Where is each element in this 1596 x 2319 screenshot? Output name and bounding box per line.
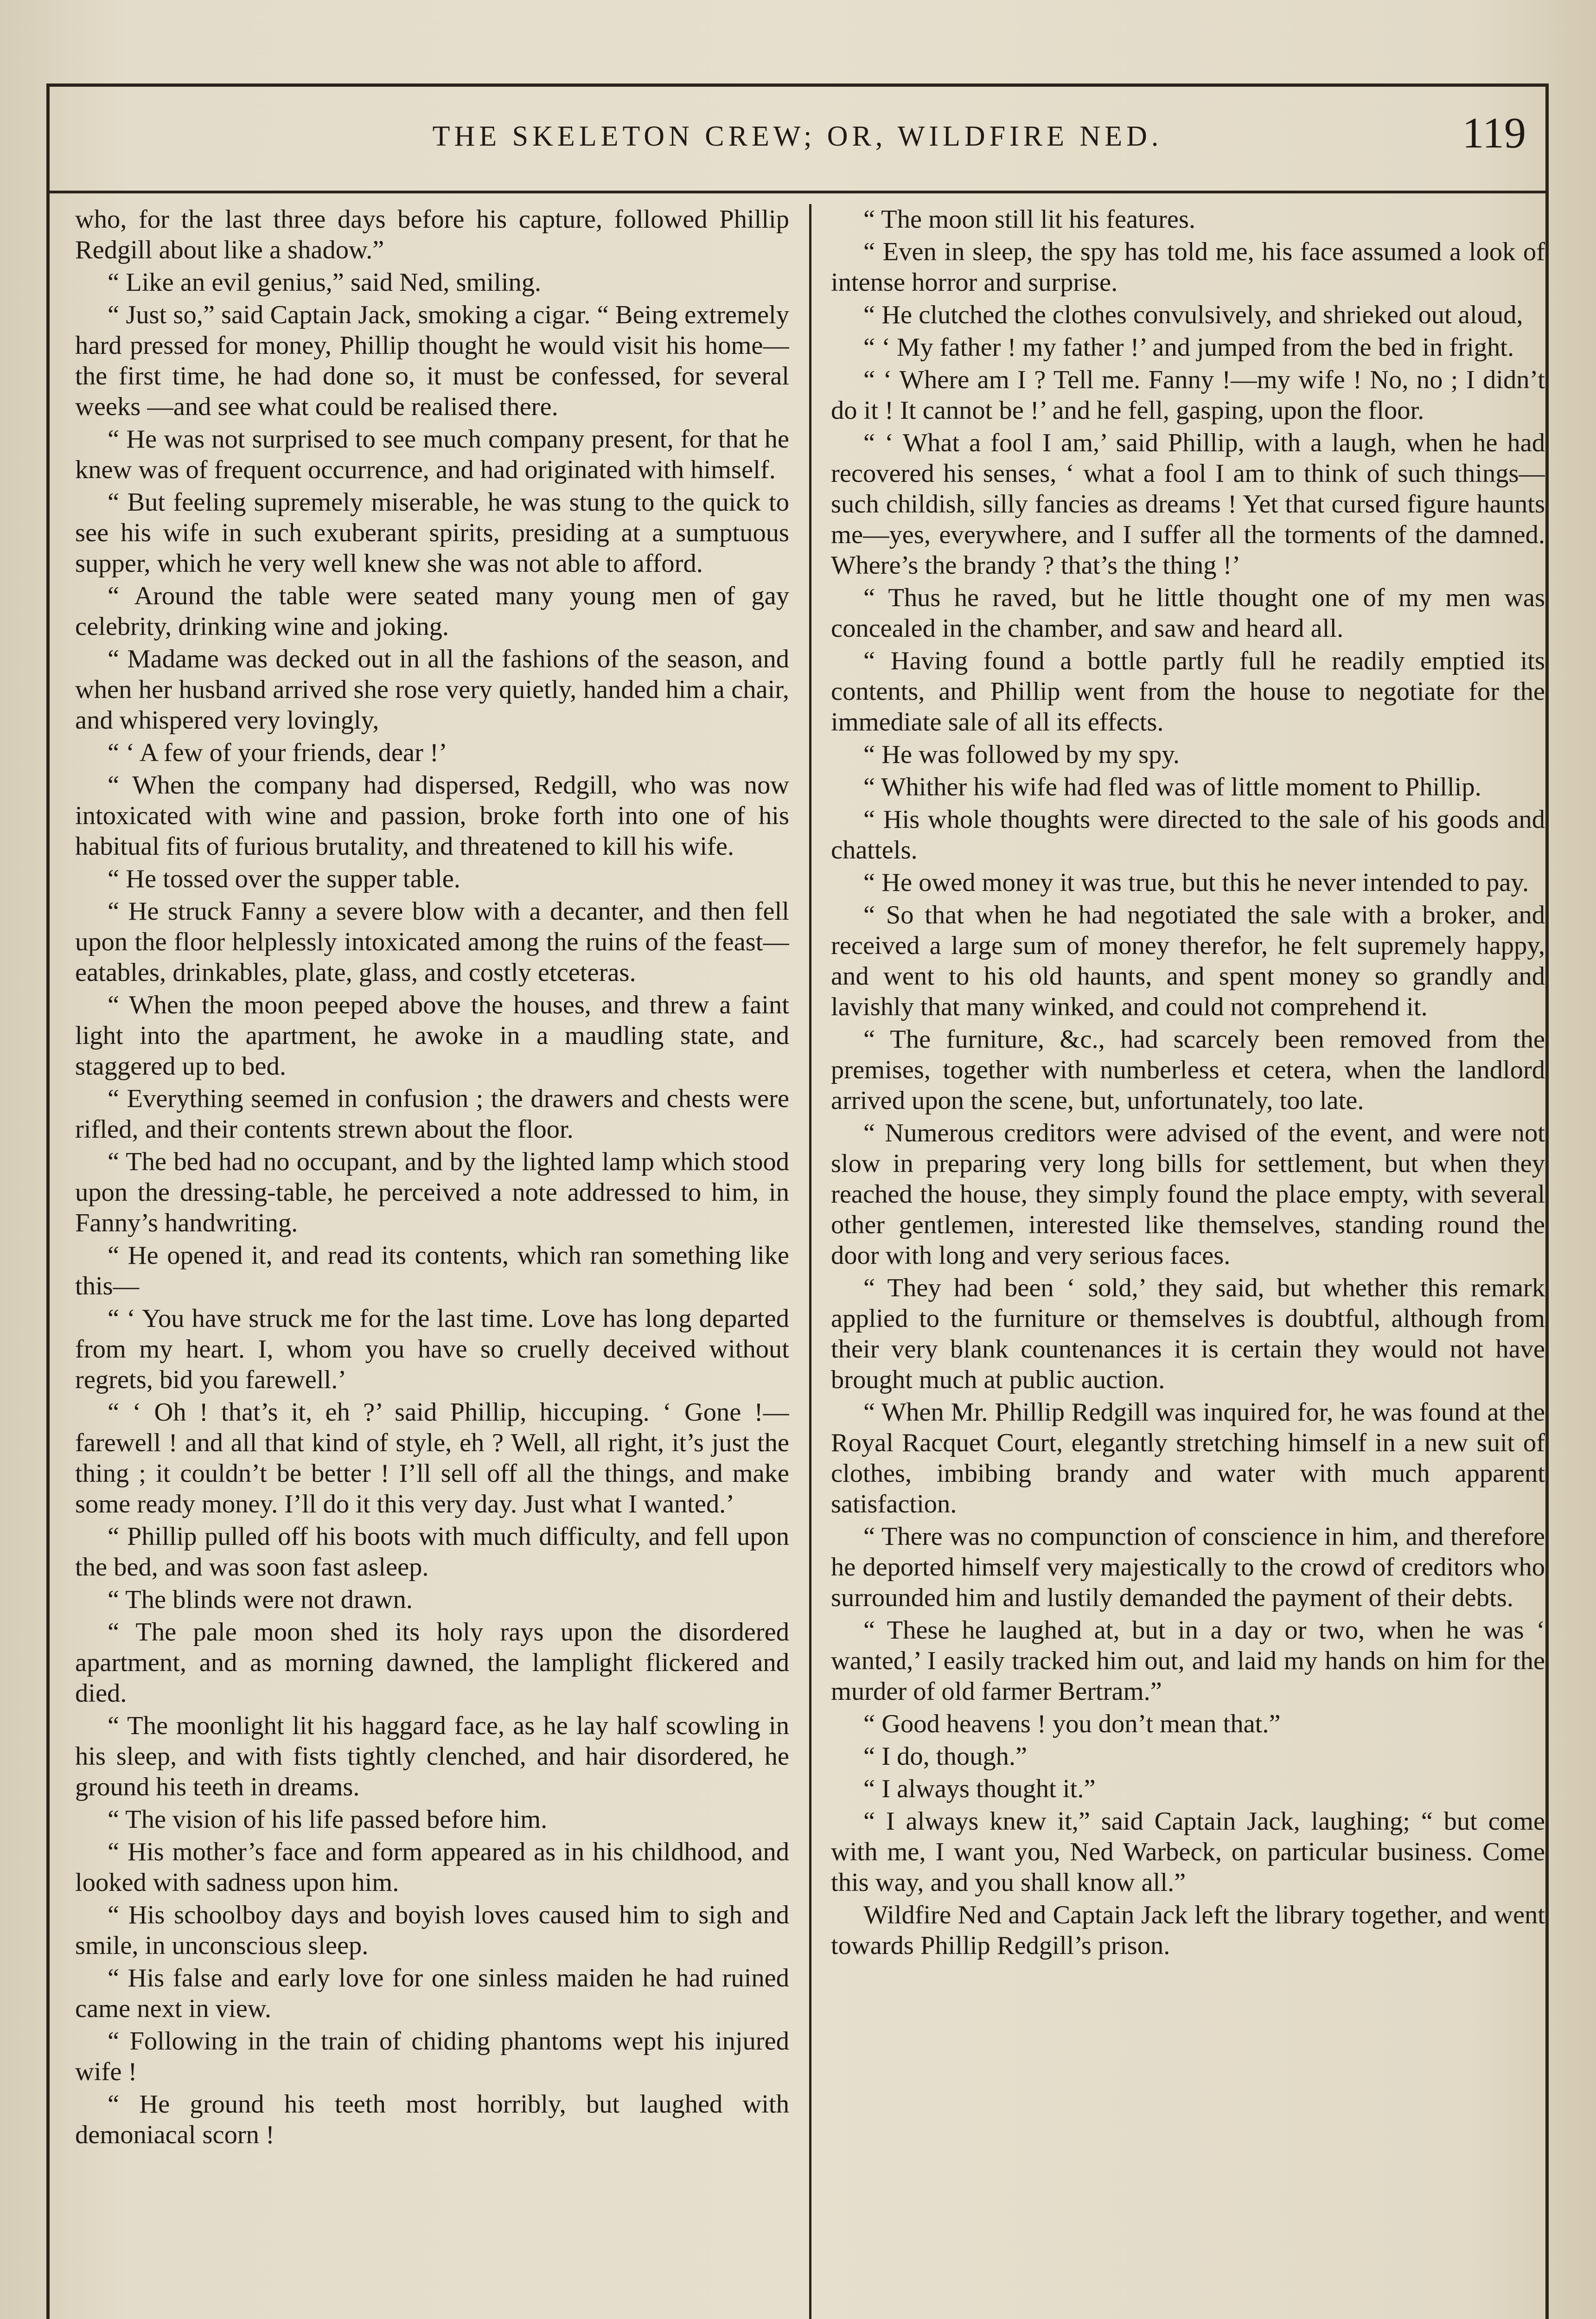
paragraph: “ The blinds were not drawn. <box>108 1585 413 1614</box>
paragraph: “ He opened it, and read its contents, which ran something like this— <box>75 1241 789 1300</box>
paragraph: “ The pale moon shed its holy rays upon the disordered apartment, and as morning dawned, the lamplight flickered and died. <box>75 1618 789 1708</box>
page-number: 119 <box>1462 109 1526 157</box>
right-column <box>831 204 1545 2319</box>
paragraph: “ ‘ My father ! my father !’ and jumped from the bed in fright. <box>863 333 1514 362</box>
paragraph: “ His mother’s face and form appeared as in his childhood, and looked with sadness upon him. <box>75 1838 789 1897</box>
paragraph: “ Good heavens ! you don’t mean that.” <box>863 1710 1281 1738</box>
paragraph: “ Thus he raved, but he little thought one of my men was concealed in the chamber, and saw and heard all. <box>831 583 1545 643</box>
paragraph: “ His schoolboy days and boyish loves caused him to sigh and smile, in unconscious sleep. <box>75 1901 789 1960</box>
paragraph: “ He ground his teeth most horribly, but laughed with demoniacal scorn ! <box>75 2090 789 2149</box>
paragraph: “ Phillip pulled off his boots with much difficulty, and fell upon the bed, and was soon fast asleep. <box>75 1522 789 1582</box>
paragraph: “ Following in the train of chiding phantoms wept his injured wife ! <box>75 2027 789 2086</box>
paragraph: “ The vision of his life passed before him. <box>108 1805 548 1834</box>
paragraph: “ Even in sleep, the spy has told me, his face assumed a look of intense horror and surprise. <box>831 237 1545 297</box>
column-divider <box>809 204 811 2319</box>
paragraph: Wildfire Ned and Captain Jack left the library together, and went towards Phillip Redgill’s prison. <box>831 1901 1545 1960</box>
paragraph: “ ‘ You have struck me for the last time. Love has long departed from my heart. I, whom you have so cruelly deceived without regrets, bid you farewell.’ <box>75 1304 789 1394</box>
paragraph: “ The furniture, &c., had scarcely been removed from the premises, together with numberless et cetera, when the landlord arrived upon the scene, but, unfortunately, too late. <box>831 1025 1545 1115</box>
paragraph: “ He struck Fanny a severe blow with a decanter, and then fell upon the floor helplessly intoxicated among the ruins of the feast—eatables, drinkables, plate, glass, and costly etceteras. <box>75 897 789 987</box>
paragraph: “ ‘ Oh ! that’s it, eh ?’ said Phillip, hiccuping. ‘ Gone !—farewell ! and all that kind of style, eh ? Well, all right, it’s just the thing ; it couldn’t be better ! I’ll sell off all the things, and make some ready money. I’ll do it this very day. Just what I wanted.’ <box>75 1398 789 1518</box>
paragraph: “ ‘ A few of your friends, dear !’ <box>108 738 447 767</box>
paragraph: “ When the moon peeped above the houses, and threw a faint light into the apartment, he awoke in a maudling state, and staggered up to bed. <box>75 991 789 1081</box>
paragraph: “ His false and early love for one sinless maiden he had ruined came next in view. <box>75 1964 789 2023</box>
paragraph: “ Whither his wife had fled was of little moment to Phillip. <box>863 773 1481 801</box>
paragraph: “ But feeling supremely miserable, he was stung to the quick to see his wife in such exuberant spirits, presiding at a sumptuous supper, which he very well knew she was not able to afford. <box>75 488 789 578</box>
paragraph: who, for the last three days before his capture, followed Phillip Redgill about like a shadow.” <box>75 205 789 264</box>
paragraph: “ ‘ Where am I ? Tell me. Fanny !—my wife ! No, no ; I didn’t do it ! It cannot be !’ and he fell, gasping, upon the floor. <box>831 365 1545 425</box>
paragraph: “ I always thought it.” <box>863 1774 1096 1803</box>
paragraph: “ Just so,” said Captain Jack, smoking a cigar. “ Being extremely hard pressed for money, Phillip thought he would visit his home—the first time, he had done so, it must be confessed, for several weeks —and see what could be realised there. <box>75 301 789 421</box>
paragraph: “ He was followed by my spy. <box>863 740 1180 769</box>
paragraph: “ The moonlight lit his haggard face, as he lay half scowling in his sleep, and with fists tightly clenched, and hair disordered, he ground his teeth in dreams. <box>75 1711 789 1801</box>
paragraph: “ The bed had no occupant, and by the lighted lamp which stood upon the dressing-table, he perceived a note addressed to him, in Fanny’s handwriting. <box>75 1147 789 1237</box>
paragraph: “ He clutched the clothes convulsively, and shrieked out aloud, <box>863 301 1523 329</box>
running-title: THE SKELETON CREW; OR, WILDFIRE NED. <box>432 121 1163 152</box>
paragraph: “ ‘ What a fool I am,’ said Phillip, with a laugh, when he had recovered his senses, ‘ what a fool I am to think of such things—such childish, silly fancies as dreams ! Yet that cursed figure haunts me—yes, everywhere, and I suffer all the torments of the damned. Where’s the brandy ? that’s the thing !’ <box>831 429 1545 580</box>
page-header <box>50 87 1545 193</box>
paragraph: “ Around the table were seated many young men of gay celebrity, drinking wine and joking. <box>75 582 789 641</box>
paragraph: “ When the company had dispersed, Redgill, who was now intoxicated with wine and passion, broke forth into one of his habitual fits of furious brutality, and threatened to kill his wife. <box>75 771 789 861</box>
paragraph: “ Everything seemed in confusion ; the drawers and chests were rifled, and their contents strewn about the floor. <box>75 1084 789 1144</box>
paragraph: “ Like an evil genius,” said Ned, smiling. <box>108 268 542 297</box>
paragraph: “ He tossed over the supper table. <box>108 865 460 893</box>
paragraph: “ These he laughed at, but in a day or two, when he was ‘ wanted,’ I easily tracked him out, and laid my hands on him for the murder of old farmer Bertram.” <box>831 1616 1545 1706</box>
paragraph: “ Madame was decked out in all the fashions of the season, and when her husband arrived she rose very quietly, handed him a chair, and whispered very lovingly, <box>75 645 789 735</box>
paragraph: “ His whole thoughts were directed to the sale of his goods and chattels. <box>831 805 1545 865</box>
paragraph: “ The moon still lit his features. <box>863 205 1196 234</box>
paragraph: “ Having found a bottle partly full he readily emptied its contents, and Phillip went from the house to negotiate for the immediate sale of all its effects. <box>831 647 1545 737</box>
paragraph: “ I always knew it,” said Captain Jack, laughing; “ but come with me, I want you, Ned Warbeck, on particular business. Come this way, and you shall know all.” <box>831 1807 1545 1897</box>
paragraph: “ Numerous creditors were advised of the event, and were not slow in preparing very long bills for settlement, but when they reached the house, they simply found the place empty, with several other gentlemen, interested like themselves, standing round the door with long and very serious faces. <box>831 1119 1545 1270</box>
paragraph: “ He was not surprised to see much company present, for that he knew was of frequent occurrence, and had originated with himself. <box>75 425 789 484</box>
paragraph: “ When Mr. Phillip Redgill was inquired for, he was found at the Royal Racquet Court, elegantly stretching himself in a new suit of clothes, imbibing brandy and water with much apparent satisfaction. <box>831 1398 1545 1518</box>
paragraph: “ He owed money it was true, but this he never intended to pay. <box>863 868 1529 897</box>
paragraph: “ There was no compunction of conscience in him, and therefore he deported himself very majestically to the crowd of creditors who surrounded him and lustily demanded the payment of their debts. <box>831 1522 1545 1612</box>
paragraph: “ They had been ‘ sold,’ they said, but whether this remark applied to the furniture or themselves is doubtful, although from their very blank countenances it is certain they would not have brought much at public auction. <box>831 1274 1545 1394</box>
paragraph: “ So that when he had negotiated the sale with a broker, and received a large sum of money therefor, he felt supremely happy, and went to his old haunts, and spent money so grandly and lavishly that many winked, and could not comprehend it. <box>831 901 1545 1021</box>
left-column <box>75 204 789 2319</box>
paragraph: “ I do, though.” <box>863 1742 1028 1771</box>
